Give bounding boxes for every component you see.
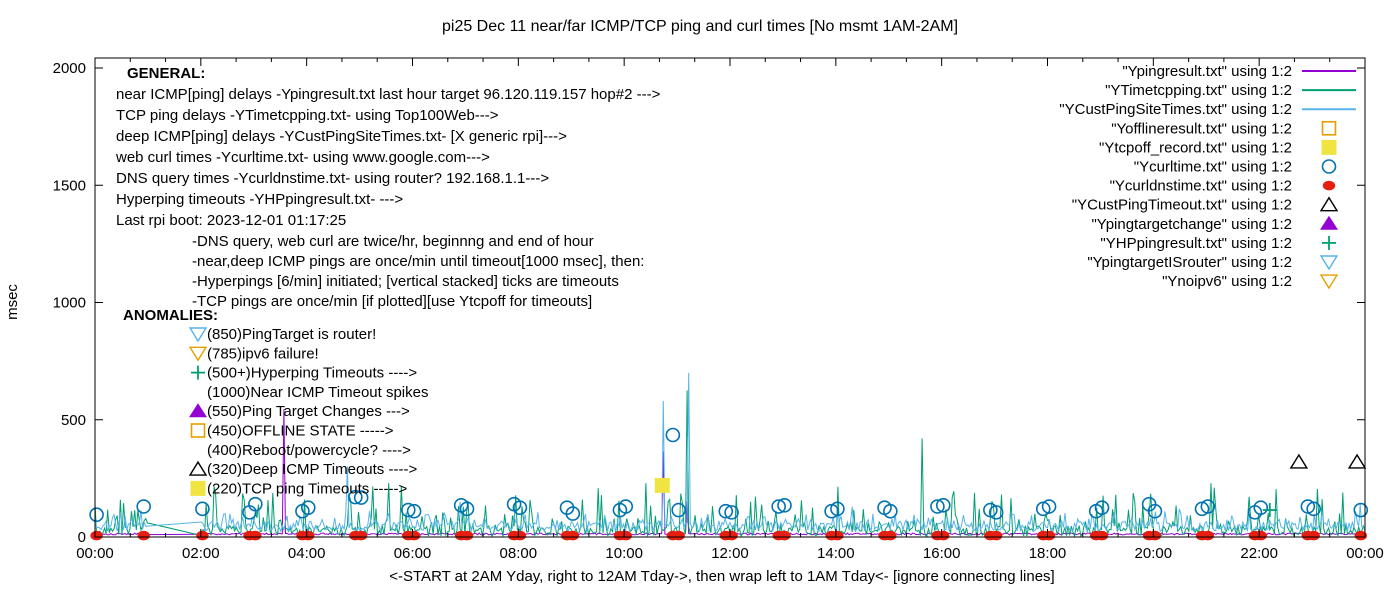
anomaly-icon-filled-square <box>191 481 206 496</box>
x-tick-label: 16:00 <box>922 545 961 562</box>
anomaly-icon-open-triangle-up <box>190 462 206 475</box>
marker-dns-time <box>355 531 367 541</box>
anomaly-line: (220)TCP ping Timeouts -----> <box>207 480 408 498</box>
x-tick-label: 14:00 <box>817 545 855 562</box>
legend-symbol-open-triangle-down <box>1321 256 1337 269</box>
marker-dns-time <box>831 531 843 541</box>
anomaly-line: (550)Ping Target Changes ---> <box>207 403 410 421</box>
chart-title: pi25 Dec 11 near/far ICMP/TCP ping and curl times [No msmt 1AM-2AM] <box>441 18 959 35</box>
marker-curl-time <box>90 508 103 521</box>
marker-dns-time <box>1202 531 1214 541</box>
general-line: deep ICMP[ping] delays -YCustPingSiteTimes.txt- [X generic rpi]---> <box>116 128 567 145</box>
marker-dns-time <box>778 531 790 541</box>
legend-entry-label: "YpingtargetISrouter" using 1:2 <box>1087 254 1292 271</box>
marker-curl-time <box>137 500 150 513</box>
marker-dns-time <box>725 531 737 541</box>
legend-entry-label: "YCustPingTimeout.txt" using 1:2 <box>1071 196 1292 214</box>
marker-dns-time <box>1307 531 1319 541</box>
marker-dns-time <box>514 531 526 541</box>
marker-dns-time <box>302 531 314 541</box>
anomaly-icon-open-triangle-down <box>190 328 206 341</box>
marker-deep-icmp-timeouts <box>1291 455 1307 468</box>
anomaly-line: (500+)Hyperping Timeouts ----> <box>207 364 418 382</box>
general-indented-line: -Hyperpings [6/min] initiated; [vertical stacked] ticks are timeouts <box>192 273 619 290</box>
marker-dns-time <box>884 531 896 541</box>
y-tick-label: 2000 <box>52 60 86 77</box>
marker-dns-time <box>937 531 949 541</box>
legend-entry-label: "Yofflineresult.txt" using 1:2 <box>1111 120 1292 138</box>
general-line: web curl times -Ycurltime.txt- using www.google.com---> <box>116 149 490 166</box>
anomalies-block <box>123 307 428 497</box>
general-line: TCP ping delays -YTimetcpping.txt- using Top100Web---> <box>116 107 499 124</box>
general-line: Last rpi boot: 2023-12-01 01:17:25 <box>116 212 347 229</box>
legend-entry-label: "Ynoipv6" using 1:2 <box>1162 273 1292 291</box>
marker-dns-time <box>1149 531 1161 541</box>
marker-dns-time <box>567 531 579 541</box>
general-block <box>115 65 661 310</box>
marker-deep-icmp-timeouts <box>1349 455 1365 468</box>
x-tick-label: 18:00 <box>1028 545 1067 562</box>
general-indented-line: -near,deep ICMP pings are once/min until timeout[1000 msec], then: <box>192 253 645 270</box>
legend-symbol-open-square <box>1323 122 1336 135</box>
x-tick-label: 00:00 <box>76 545 114 562</box>
general-header: GENERAL: <box>127 65 206 82</box>
legend-entry-label: "Ycurldnstime.txt" using 1:2 <box>1109 177 1292 195</box>
x-tick-label: 06:00 <box>393 545 432 562</box>
marker-dns-time <box>137 531 149 541</box>
anomaly-line: (785)ipv6 failure! <box>207 345 319 363</box>
x-tick-label: 22:00 <box>1240 545 1278 562</box>
legend-entry-label: "YCustPingSiteTimes.txt" using 1:2 <box>1059 101 1292 119</box>
legend-entry-label: "YTimetcpping.txt" using 1:2 <box>1105 82 1292 100</box>
legend-entry-label: "Ycurltime.txt" using 1:2 <box>1133 158 1292 176</box>
marker-curl-time <box>196 502 209 515</box>
x-tick-label: 02:00 <box>182 545 220 562</box>
marker-tcp-ping-timeouts <box>655 478 670 493</box>
x-tick-label: 12:00 <box>711 545 749 562</box>
legend-entry-label: "Ytcpoff_record.txt" using 1:2 <box>1099 139 1292 157</box>
legend-symbol-filled-square <box>1322 140 1337 155</box>
legend-entry-label: "YHPpingresult.txt" using 1:2 <box>1100 234 1292 252</box>
x-tick-label: 04:00 <box>287 545 326 562</box>
marker-dns-time <box>990 531 1002 541</box>
anomaly-icon-open-triangle-down <box>190 347 206 360</box>
anomaly-line: (450)OFFLINE STATE -----> <box>207 422 394 440</box>
y-tick-label: 1000 <box>52 294 86 312</box>
general-line: Hyperping timeouts -YHPpingresult.txt- ---> <box>116 191 404 208</box>
legend-symbol-open-triangle-down <box>1321 275 1337 288</box>
general-line: near ICMP[ping] delays -Ypingresult.txt last hour target 96.120.119.157 hop#2 ---> <box>116 86 661 103</box>
anomalies-header: ANOMALIES: <box>123 307 218 324</box>
plot-area <box>53 58 1384 562</box>
y-tick-label: 500 <box>60 411 86 429</box>
marker-dns-time <box>408 531 420 541</box>
marker-dns-time <box>249 531 261 541</box>
anomaly-line: (850)PingTarget is router! <box>207 326 377 343</box>
x-tick-label: 20:00 <box>1134 545 1173 562</box>
x-tick-label: 10:00 <box>605 545 643 562</box>
legend <box>1059 63 1356 290</box>
anomaly-icon-open-square <box>192 424 205 437</box>
legend-symbol-filled-circle <box>1323 181 1335 191</box>
x-tick-label: 00:00 <box>1346 545 1384 562</box>
legend-entry-label: "Ypingresult.txt" using 1:2 <box>1122 63 1292 80</box>
legend-symbol-filled-triangle-up <box>1320 216 1338 230</box>
legend-symbol-open-circle <box>1323 160 1336 173</box>
marker-dns-time <box>90 531 102 541</box>
marker-dns-time <box>1255 531 1267 541</box>
y-tick-label: 1500 <box>52 177 86 195</box>
legend-entry-label: "Ypingtargetchange" using 1:2 <box>1091 215 1292 233</box>
legend-symbol-open-triangle-up <box>1321 198 1337 211</box>
x-axis-label: <-START at 2AM Yday, right to 12AM Tday->, then wrap left to 1AM Tday<- [ignore connecting lines] <box>389 568 1055 585</box>
marker-curl-time <box>666 428 679 441</box>
y-tick-label: 0 <box>77 529 86 546</box>
marker-dns-time <box>461 531 473 541</box>
anomaly-icon-filled-triangle-up <box>189 403 207 417</box>
marker-dns-time <box>1043 531 1055 541</box>
y-axis-label: msec <box>4 284 21 320</box>
marker-dns-time <box>1096 531 1108 541</box>
general-indented-line: -DNS query, web curl are twice/hr, beginnng and end of hour <box>192 233 594 250</box>
anomaly-line: (1000)Near ICMP Timeout spikes <box>207 383 429 401</box>
marker-dns-time <box>620 531 632 541</box>
marker-dns-time <box>672 531 684 541</box>
general-indented-line: -TCP pings are once/min [if plotted][use Ytcpoff for timeouts] <box>192 293 593 310</box>
anomaly-line: (320)Deep ICMP Timeouts ----> <box>207 461 418 479</box>
marker-dns-time <box>196 531 208 541</box>
x-tick-label: 08:00 <box>499 545 538 562</box>
general-line: DNS query times -Ycurldnstime.txt- using router? 192.168.1.1---> <box>116 170 550 187</box>
anomaly-line: (400)Reboot/powercycle? ----> <box>207 441 411 459</box>
